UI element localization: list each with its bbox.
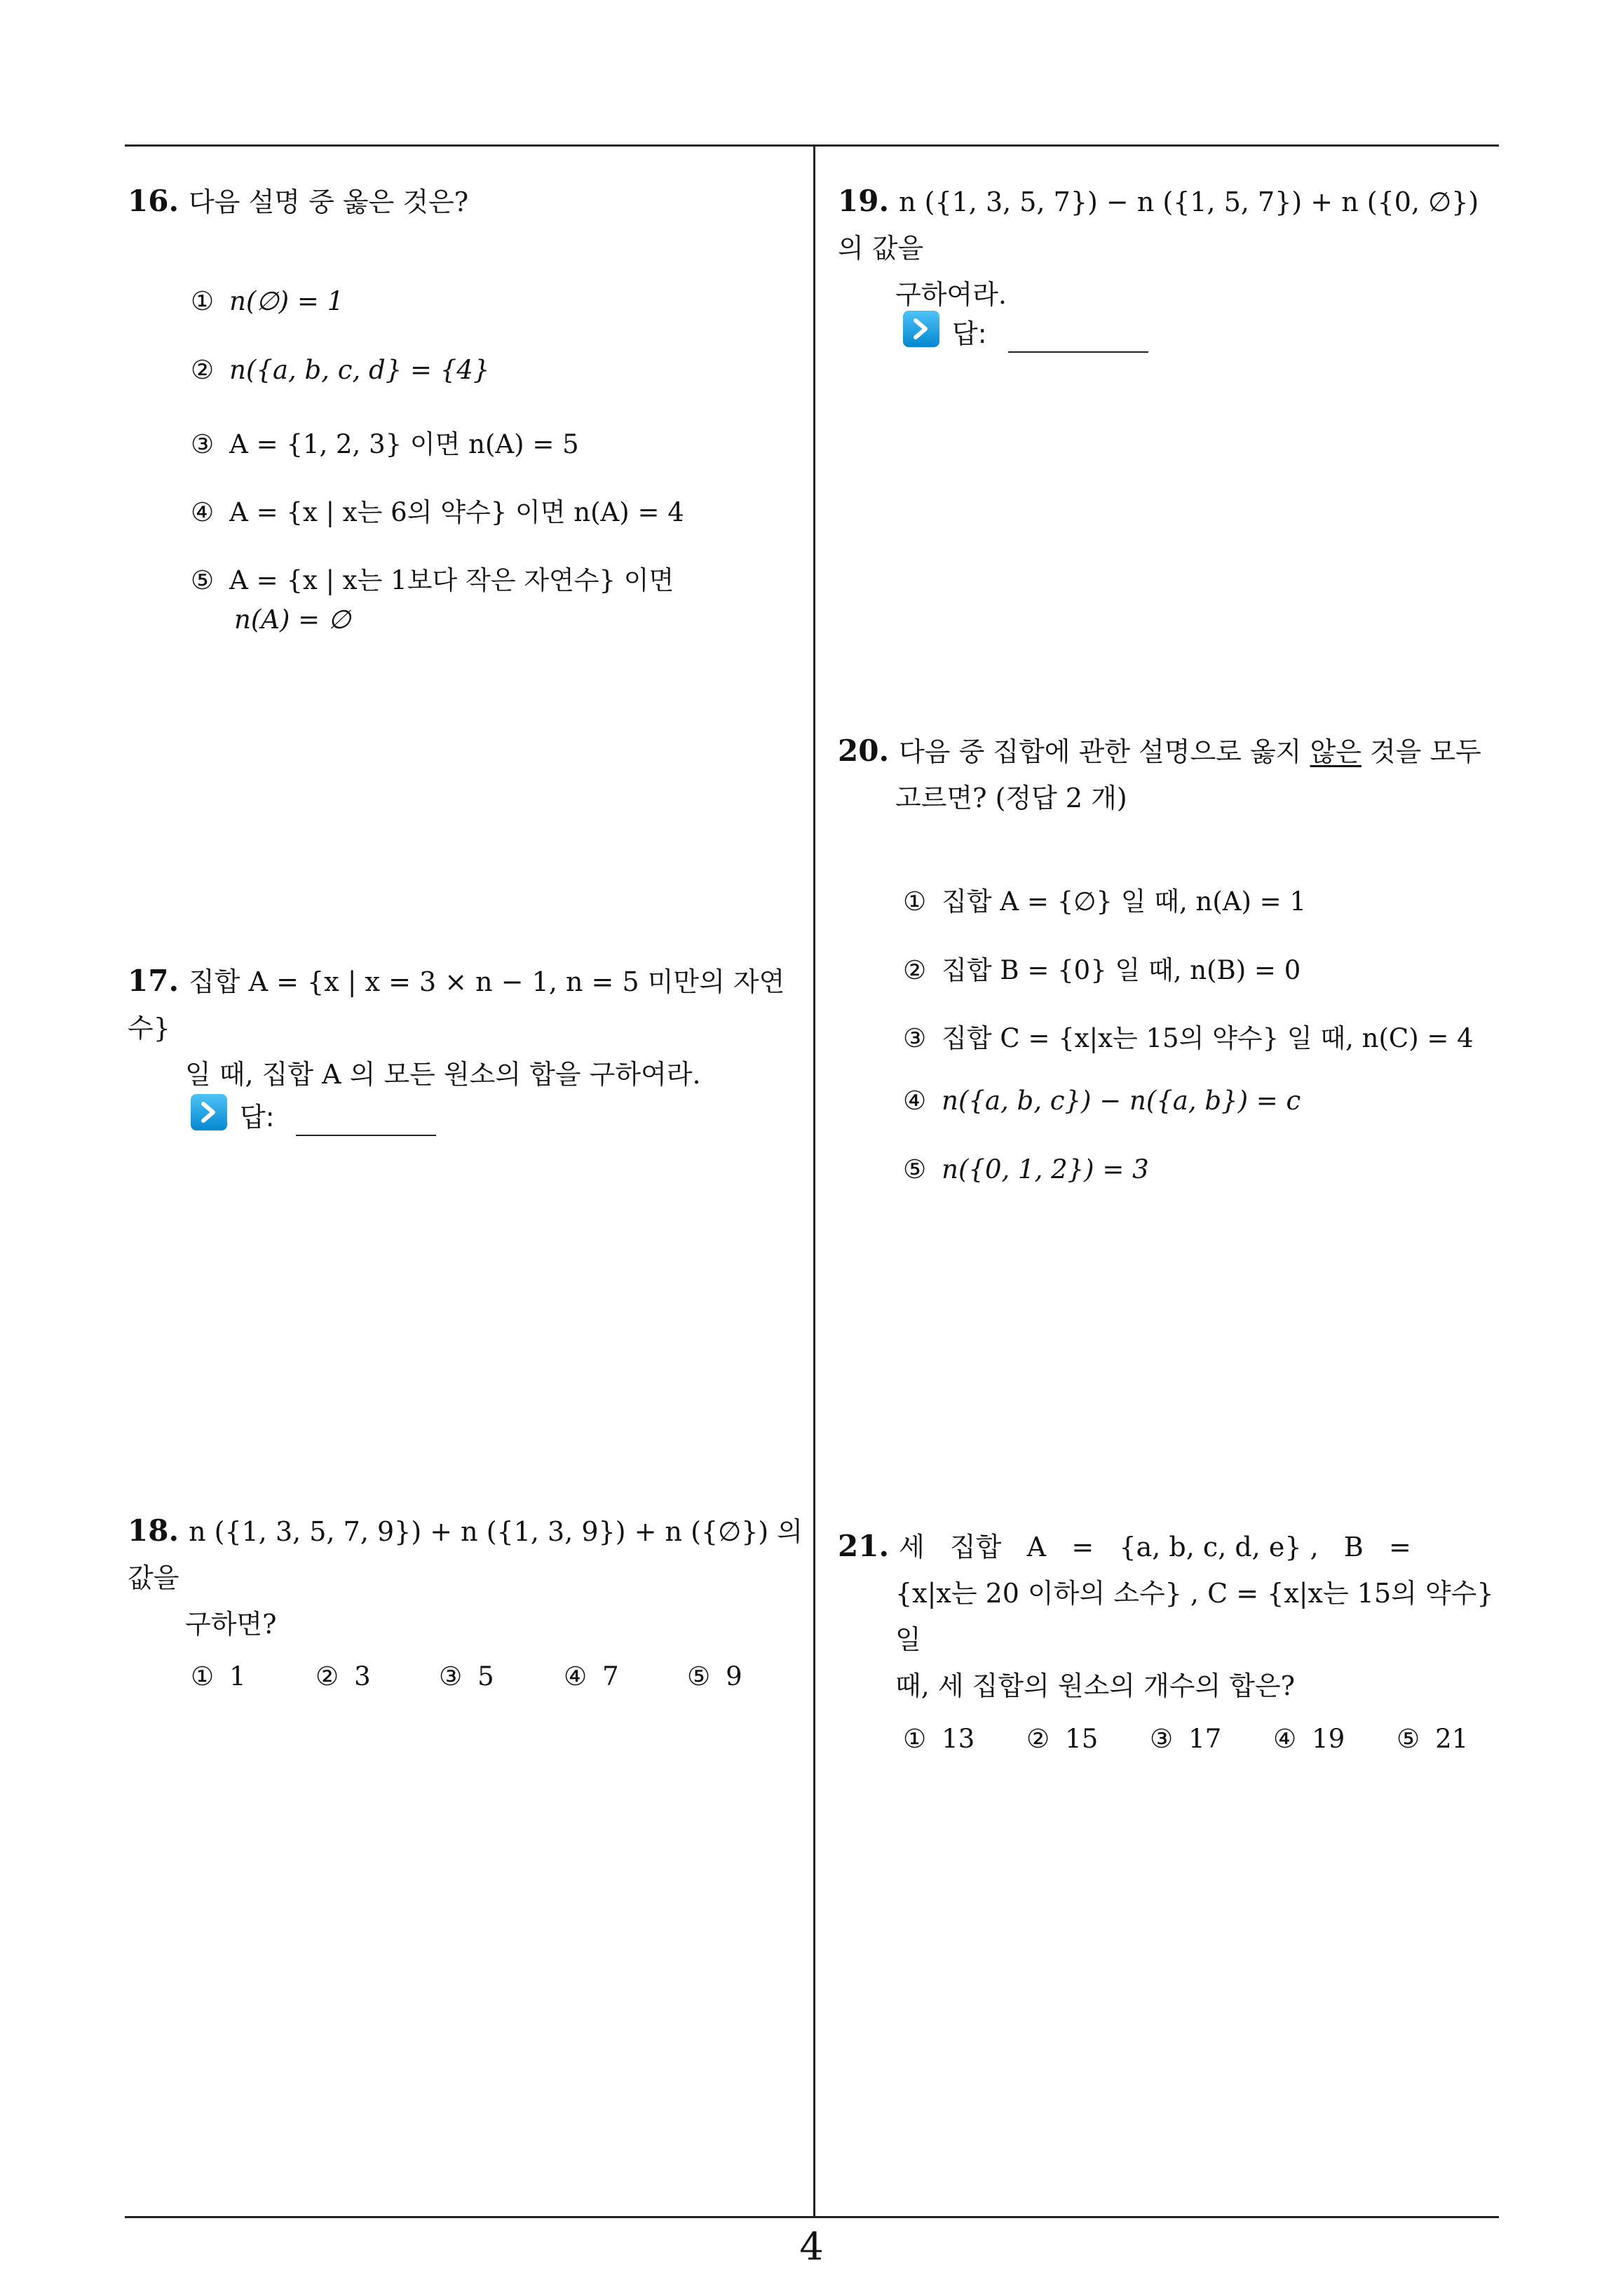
chevron-right-icon (191, 1094, 227, 1130)
choice-3[interactable]: ③ 17 (1150, 1724, 1222, 1754)
emphasis-not: 않은 (1310, 736, 1361, 767)
choice-1[interactable]: ① 집합 A = {∅} 일 때, n(A) = 1 (903, 886, 1306, 917)
choice-5[interactable]: ⑤ n({0, 1, 2}) = 3 (903, 1154, 1149, 1184)
choice-4[interactable]: ④ n({a, b, c}) − n({a, b}) = c (903, 1086, 1301, 1116)
question-16 (128, 178, 468, 225)
answer-blank[interactable] (296, 1135, 436, 1136)
question-17 (128, 958, 808, 1098)
answer-field-19[interactable] (903, 311, 1183, 353)
answer-label: 답: (952, 318, 987, 349)
question-20: 20. 다음 중 집합에 관한 설명으로 옳지 않은 것을 모두 고르면? (정답 2 개) (838, 728, 1511, 821)
question-text-line3: 때, 세 집합의 원소의 개수의 합은? (895, 1670, 1296, 1701)
choice-4[interactable]: ④ 19 (1273, 1724, 1345, 1754)
question-number: 20. (838, 734, 890, 768)
choice-5-continuation: n(A) = ∅ (234, 605, 351, 635)
choice-5[interactable]: ⑤ 21 (1397, 1724, 1469, 1754)
question-text-line1: n ({1, 3, 5, 7, 9}) + n ({1, 3, 9}) + n ({∅}) 의 값을 (128, 1516, 803, 1593)
question-text-line1: n ({1, 3, 5, 7}) − n ({1, 5, 7}) + n ({0, ∅}) 의 값을 (838, 187, 1479, 264)
page-number: 4 (799, 2224, 824, 2269)
question-text-line2: 고르면? (정답 2 개) (895, 783, 1127, 813)
choice-3[interactable]: ③ A = {1, 2, 3} 이면 n(A) = 5 (191, 429, 579, 459)
question-19 (838, 178, 1511, 318)
choice-4[interactable]: ④ A = {x | x는 6의 약수} 이면 n(A) = 4 (191, 497, 684, 527)
question-21 (838, 1523, 1511, 1709)
choice-2[interactable]: ② 3 (315, 1661, 371, 1691)
question-text: 다음 설명 중 옳은 것은? (189, 187, 469, 217)
question-text-line2: 일 때, 집합 A 의 모든 원소의 합을 구하여라. (185, 1059, 701, 1090)
choice-4[interactable]: ④ 7 (564, 1661, 619, 1691)
question-text-line2: 구하면? (185, 1609, 277, 1640)
choice-3[interactable]: ③ 집합 C = {x|x는 15의 약수} 일 때, n(C) = 4 (903, 1023, 1474, 1053)
question-text-line1: 세 집합 A = {a, b, c, d, e} , B = (899, 1532, 1411, 1562)
question-number: 16. (128, 184, 179, 218)
column-divider (813, 145, 815, 2217)
answer-label: 답: (240, 1102, 275, 1133)
question-18 (128, 1508, 808, 1647)
choice-1[interactable]: ① n(∅) = 1 (191, 286, 344, 316)
bottom-rule (125, 2216, 1499, 2218)
top-rule (125, 144, 1499, 147)
answer-blank[interactable] (1008, 351, 1148, 353)
question-text-line2: 구하여라. (895, 279, 1007, 310)
question-number: 19. (838, 184, 890, 218)
choice-1[interactable]: ① 13 (903, 1724, 975, 1754)
choice-2[interactable]: ② 집합 B = {0} 일 때, n(B) = 0 (903, 955, 1301, 985)
question-text-line2: {x|x는 20 이하의 소수} , C = {x|x는 15의 약수} 일 (895, 1578, 1494, 1655)
question-number: 18. (128, 1513, 179, 1548)
choice-5[interactable]: ⑤ 9 (687, 1661, 742, 1691)
choice-3[interactable]: ③ 5 (439, 1661, 494, 1691)
answer-field-17[interactable] (191, 1094, 471, 1136)
question-text-line1: 집합 A = {x | x = 3 × n − 1, n = 5 미만의 자연수} (128, 966, 785, 1044)
choice-2[interactable]: ② n({a, b, c, d} = {4} (191, 355, 490, 385)
choice-2[interactable]: ② 15 (1026, 1724, 1099, 1754)
choice-1[interactable]: ① 1 (191, 1661, 246, 1691)
chevron-right-icon (903, 311, 939, 347)
question-number: 21. (838, 1529, 890, 1563)
choice-5[interactable]: ⑤ A = {x | x는 1보다 작은 자연수} 이면 (191, 565, 674, 595)
question-number: 17. (128, 964, 179, 998)
